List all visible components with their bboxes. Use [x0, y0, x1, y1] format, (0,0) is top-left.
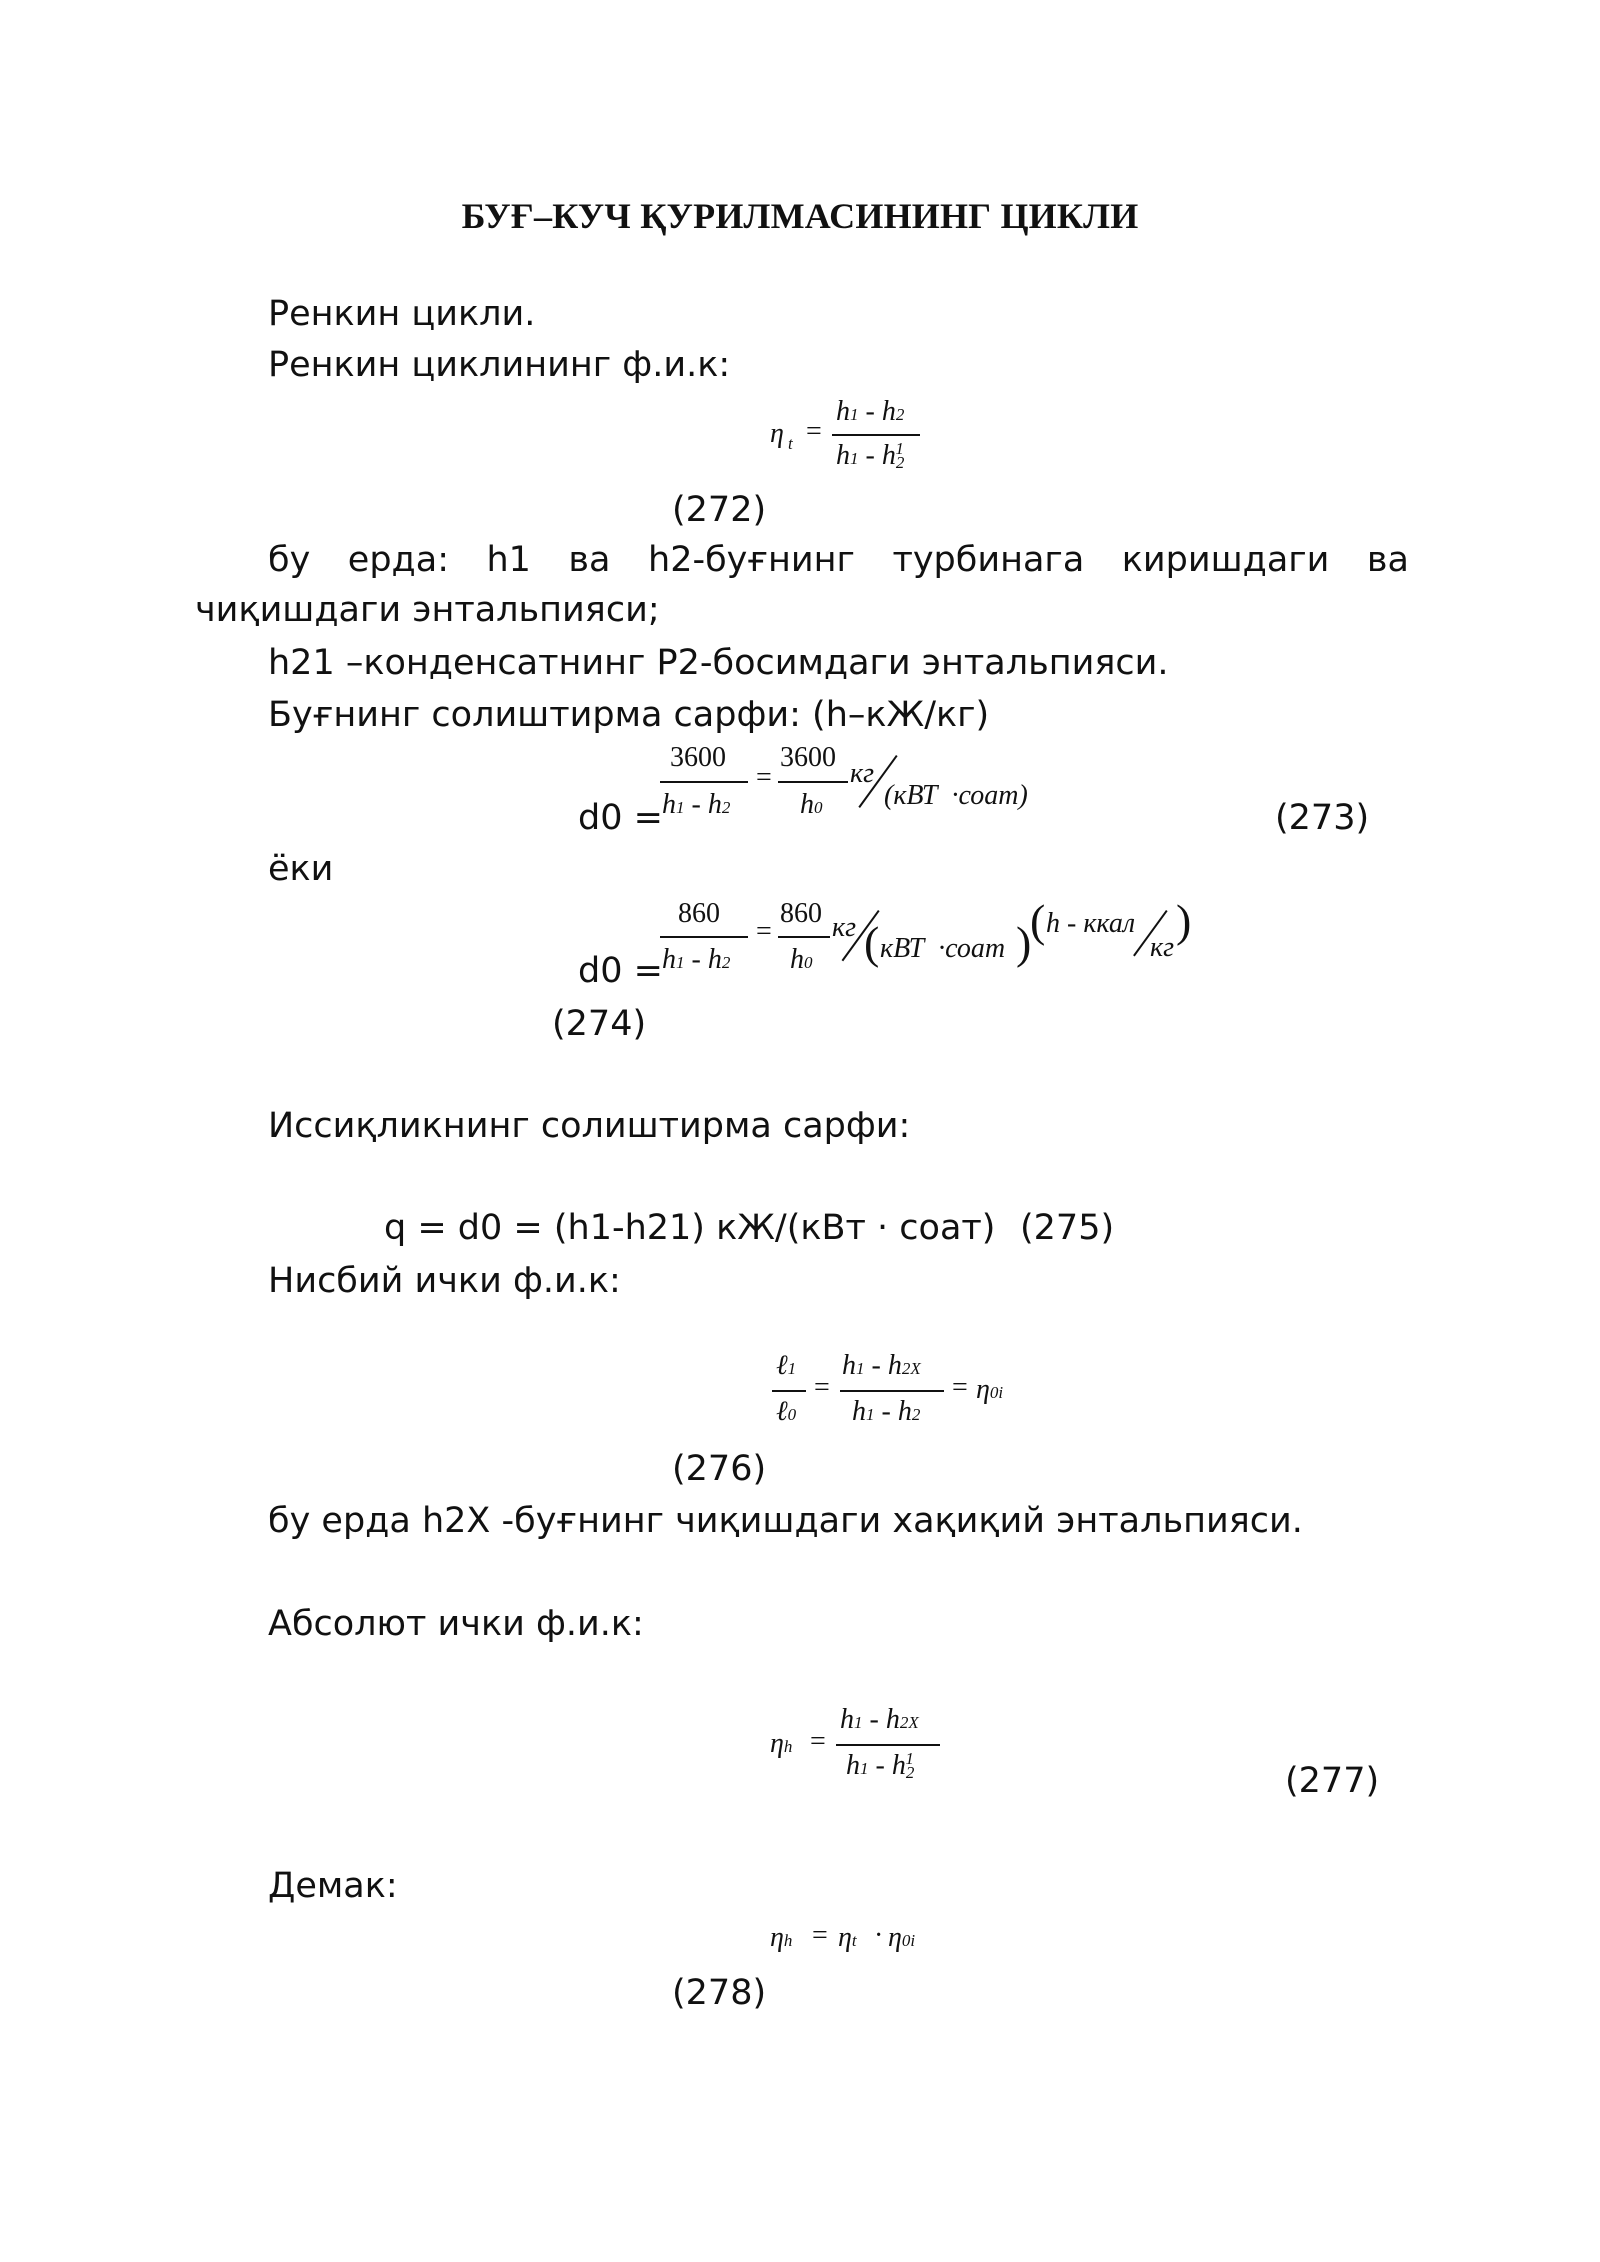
d0-label-274: d0 = — [578, 951, 663, 991]
equation-number-278: (278) — [672, 1973, 767, 2013]
formula-275: q = d0 = (h1-h21) кЖ/(кВт · соат) — [384, 1208, 996, 1248]
equation-number-272: (272) — [672, 490, 767, 530]
text-or: ёки — [268, 849, 334, 889]
text-absolute-internal: Абсолют ички ф.и.к: — [268, 1604, 644, 1644]
text-h2x-definition: бу ерда h2X -буғнинг чиқишдаги хақиқий энтальпияси. — [268, 1501, 1303, 1541]
equation-number-277: (277) — [1285, 1761, 1380, 1801]
d0-label-273: d0 = — [578, 798, 663, 838]
text-specific-steam: Буғнинг солиштирма сарфи: (h–кЖ/кг) — [268, 695, 990, 735]
equation-number-274: (274) — [552, 1004, 647, 1044]
text-specific-heat: Иссиқликнинг солиштирма сарфи: — [268, 1106, 911, 1146]
eta-symbol: η — [770, 418, 784, 449]
page-title: БУҒ–КУЧ ҚУРИЛМАСИНИНГ ЦИКЛИ — [461, 196, 1139, 236]
text-h21-definition: h21 –конденсатнинг P2-босимдаги энтальпияси. — [268, 643, 1169, 683]
text-where-h1-h2: бу ерда: h1 ва h2-буғнинг турбинага киришдаги ва — [268, 540, 1409, 580]
equation-number-273: (273) — [1275, 798, 1370, 838]
equation-number-276: (276) — [672, 1449, 767, 1489]
text-rankine-cycle: Ренкин цикли. — [268, 294, 536, 334]
text-where-h1-h2-cont: чиқишдаги энтальпияси; — [195, 590, 660, 630]
equation-number-275: (275) — [1020, 1208, 1115, 1248]
text-therefore: Демак: — [268, 1866, 398, 1906]
text-rankine-efficiency: Ренкин циклининг ф.и.к: — [268, 345, 731, 385]
text-relative-internal: Нисбий ички ф.и.к: — [268, 1261, 621, 1301]
sub-t: t — [788, 434, 793, 453]
equals-sign: = — [806, 416, 822, 447]
